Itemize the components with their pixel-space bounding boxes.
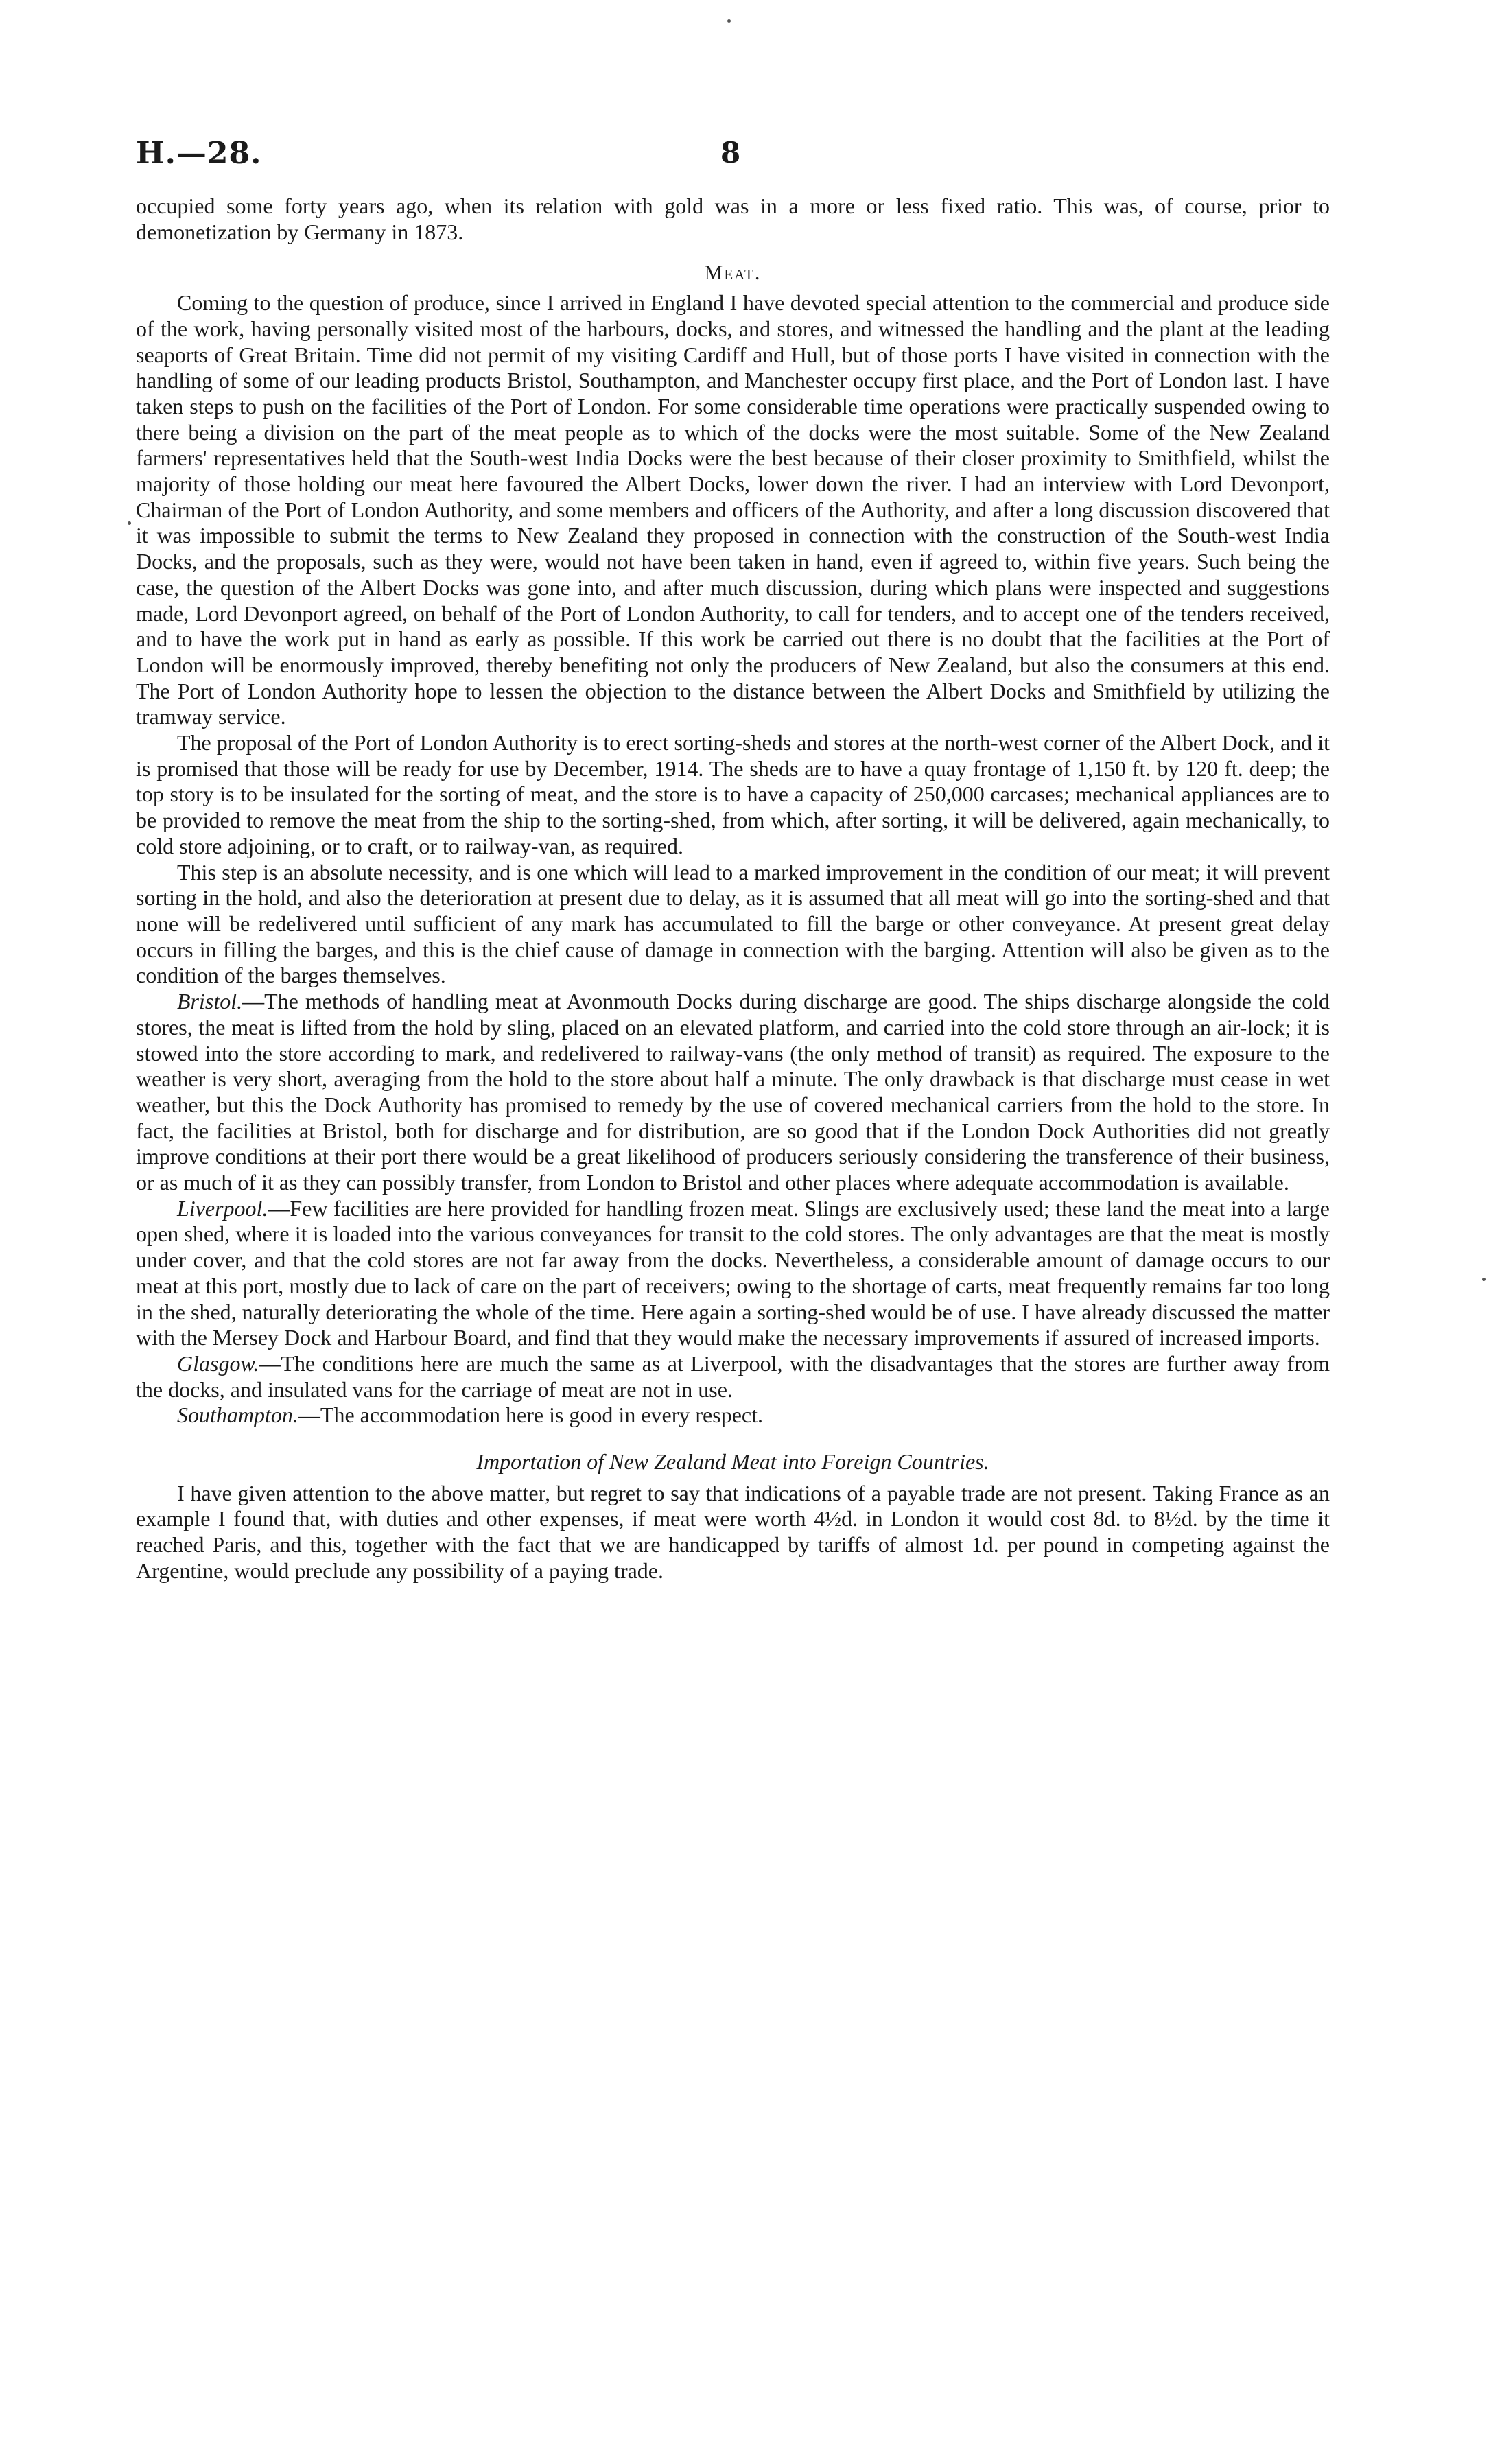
intro-paragraph: occupied some forty years ago, when its relation with gold was in a more or less fixed ratio. This was, of course, prior to demonetization by Germany in 1873.	[136, 193, 1330, 244]
scan-speck	[128, 521, 131, 525]
port-name-southampton: Southampton.	[177, 1403, 298, 1428]
port-paragraph-liverpool	[136, 1196, 1330, 1351]
importation-text-middle: in London it would cost 8d. to	[858, 1506, 1154, 1532]
port-text-glasgow: —The conditions here are much the same as at Liverpool, with the disadvantages that the stores are further away from the docks, and insulated vans for the carriage of meat are not in use.	[136, 1350, 1330, 1402]
port-text-bristol: —The methods of handling meat at Avonmouth Docks during discharge are good. The ships discharge alongside the cold stores, the meat is lifted from the hold by sling, placed on an elevated platform, and carried into the cold store through an air-lock; it is stowed into the store according to mark, and redelivered to railway-vans (the only method of transit) as required. The exposure to the weather is very short, averaging from the hold to the store about half a minute. The only drawback is that discharge must cease in wet weather, but this the Dock Authority has promised to remedy by the use of covered mechanical carriers from the hold to the store. In fact, the facilities at Bristol, both for discharge and for distribution, are so good that if the London Dock Authorities did not greatly improve conditions at their port there would be a great likelihood of producers seriously considering the transference of their business, or as much of it as they can possibly transfer, from London to Bristol and other places where adequate accommodation is available.	[136, 989, 1330, 1195]
price-paris: 8½d.	[1153, 1506, 1198, 1532]
meat-paragraph-3: This step is an absolute necessity, and is one which will lead to a marked improvement in the condition of our meat; it will prevent sorting in the hold, and also the deterioration at present due to delay, as it is assumed that all meat will go into the sorting-shed and that none will be redelivered until sufficient of any mark has accumulated to fill the barge or other conveyance. At present great delay occurs in filling the barges, and this is the chief cause of damage in connection with the barging. Attention will also be given as to the condition of the barges themselves.	[136, 859, 1330, 988]
scan-speck	[727, 19, 731, 23]
importation-text-after: by the time it reached Paris, and this, together with the fact that we are handicapped by tariffs of almost 1d. per pound in competing against the Argentine, would preclude any possibility of a paying trade.	[136, 1506, 1330, 1583]
document-reference: H.—28.	[136, 136, 262, 171]
port-paragraph-glasgow	[136, 1351, 1330, 1403]
meat-paragraph-2: The proposal of the Port of London Authority is to erect sorting-sheds and stores at the north-west corner of the Albert Dock, and it is promised that those will be ready for use by December, 1914. The sheds are to have a quay frontage of 1,150 ft. by 120 ft. deep; the top story is to be insulated for the sorting of meat, and the store is to have a capacity of 250,000 carcases; mechanical appliances are to be provided to remove the meat from the ship to the sorting-shed, from which, after sorting, it will be delivered, again mechanically, to cold store adjoining, or to craft, or to railway-van, as required.	[136, 730, 1330, 858]
port-name-glasgow: Glasgow.	[177, 1350, 259, 1376]
scan-speck	[1482, 1278, 1486, 1281]
importation-paragraph	[136, 1481, 1330, 1584]
document-body	[136, 193, 1330, 1584]
port-text-southampton: —The accommodation here is good in every respect.	[298, 1403, 763, 1428]
port-name-bristol: Bristol.	[177, 989, 243, 1014]
price-london: 4½d.	[814, 1506, 858, 1532]
meat-paragraph-1: Coming to the question of produce, since I arrived in England I have devoted special attention to the commercial and produce side of the work, having personally visited most of the harbours, docks, and stores, and witnessed the handling and the plant at the leading seaports of Great Britain. Time did not permit of my visiting Cardiff and Hull, but of those ports I have visited in connection with the handling of some of our leading products Bristol, Southampton, and Manchester occupy first place, and the Port of London last. I have taken steps to push on the facilities of the Port of London. For some considerable time operations were practically suspended owing to there being a division on the part of the meat people as to which of the docks were the most suitable. Some of the New Zealand farmers' representatives held that the South-west India Docks were the best because of their closer proximity to Smithfield, whilst the majority of those holding our meat here favoured the Albert Docks, lower down the river. I had an interview with Lord Devonport, Chairman of the Port of London Authority, and some members and officers of the Authority, and after a long discussion discovered that it was impossible to submit the terms to New Zealand they proposed in connection with the construction of the South-west India Docks, and the proposals, such as they were, would not have been taken in hand, even if agreed to, within five years. Such being the case, the question of the Albert Docks was gone into, and after much discussion, during which plans were inspected and suggestions made, Lord Devonport agreed, on behalf of the Port of London Authority, to call for tenders, and to accept one of the tenders received, and to have the work put in hand as early as possible. If this work be carried out there is no doubt that the facilities at the Port of London will be enormously improved, thereby benefiting not only the producers of New Zealand, but also the consumers at this end. The Port of London Authority hope to lessen the objection to the distance between the Albert Docks and Smithfield by utilizing the tramway service.	[136, 290, 1330, 729]
port-paragraph-southampton	[136, 1403, 1330, 1429]
port-name-liverpool: Liverpool.	[177, 1195, 268, 1221]
section-heading-meat: Meat.	[704, 261, 762, 285]
page-number: 8	[720, 136, 741, 169]
port-text-liverpool: —Few facilities are here provided for handling frozen meat. Slings are exclusively used; these land the meat into a large open shed, where it is loaded into the various conveyances for transit to the cold stores. The only advantages are that the meat is mostly under cover, and that the cold stores are not far away from the docks. Nevertheless, a considerable amount of damage occurs to our meat at this port, mostly due to lack of care on the part of receivers; owing to the shortage of carts, meat frequently remains far too long in the shed, naturally deteriorating the whole of the time. Here again a sorting-shed would be of use. I have already discussed the matter with the Mersey Dock and Harbour Board, and find that they would make the necessary improvements if assured of increased imports.	[136, 1195, 1330, 1350]
section-heading-importation: Importation of New Zealand Meat into Foreign Countries.	[476, 1449, 989, 1475]
importation-text-before: I have given attention to the above matter, but regret to say that indications of a payable trade are not present. Taking France as an example I found that, with duties and other expenses, if meat were worth	[136, 1480, 1330, 1532]
port-paragraph-bristol	[136, 989, 1330, 1196]
